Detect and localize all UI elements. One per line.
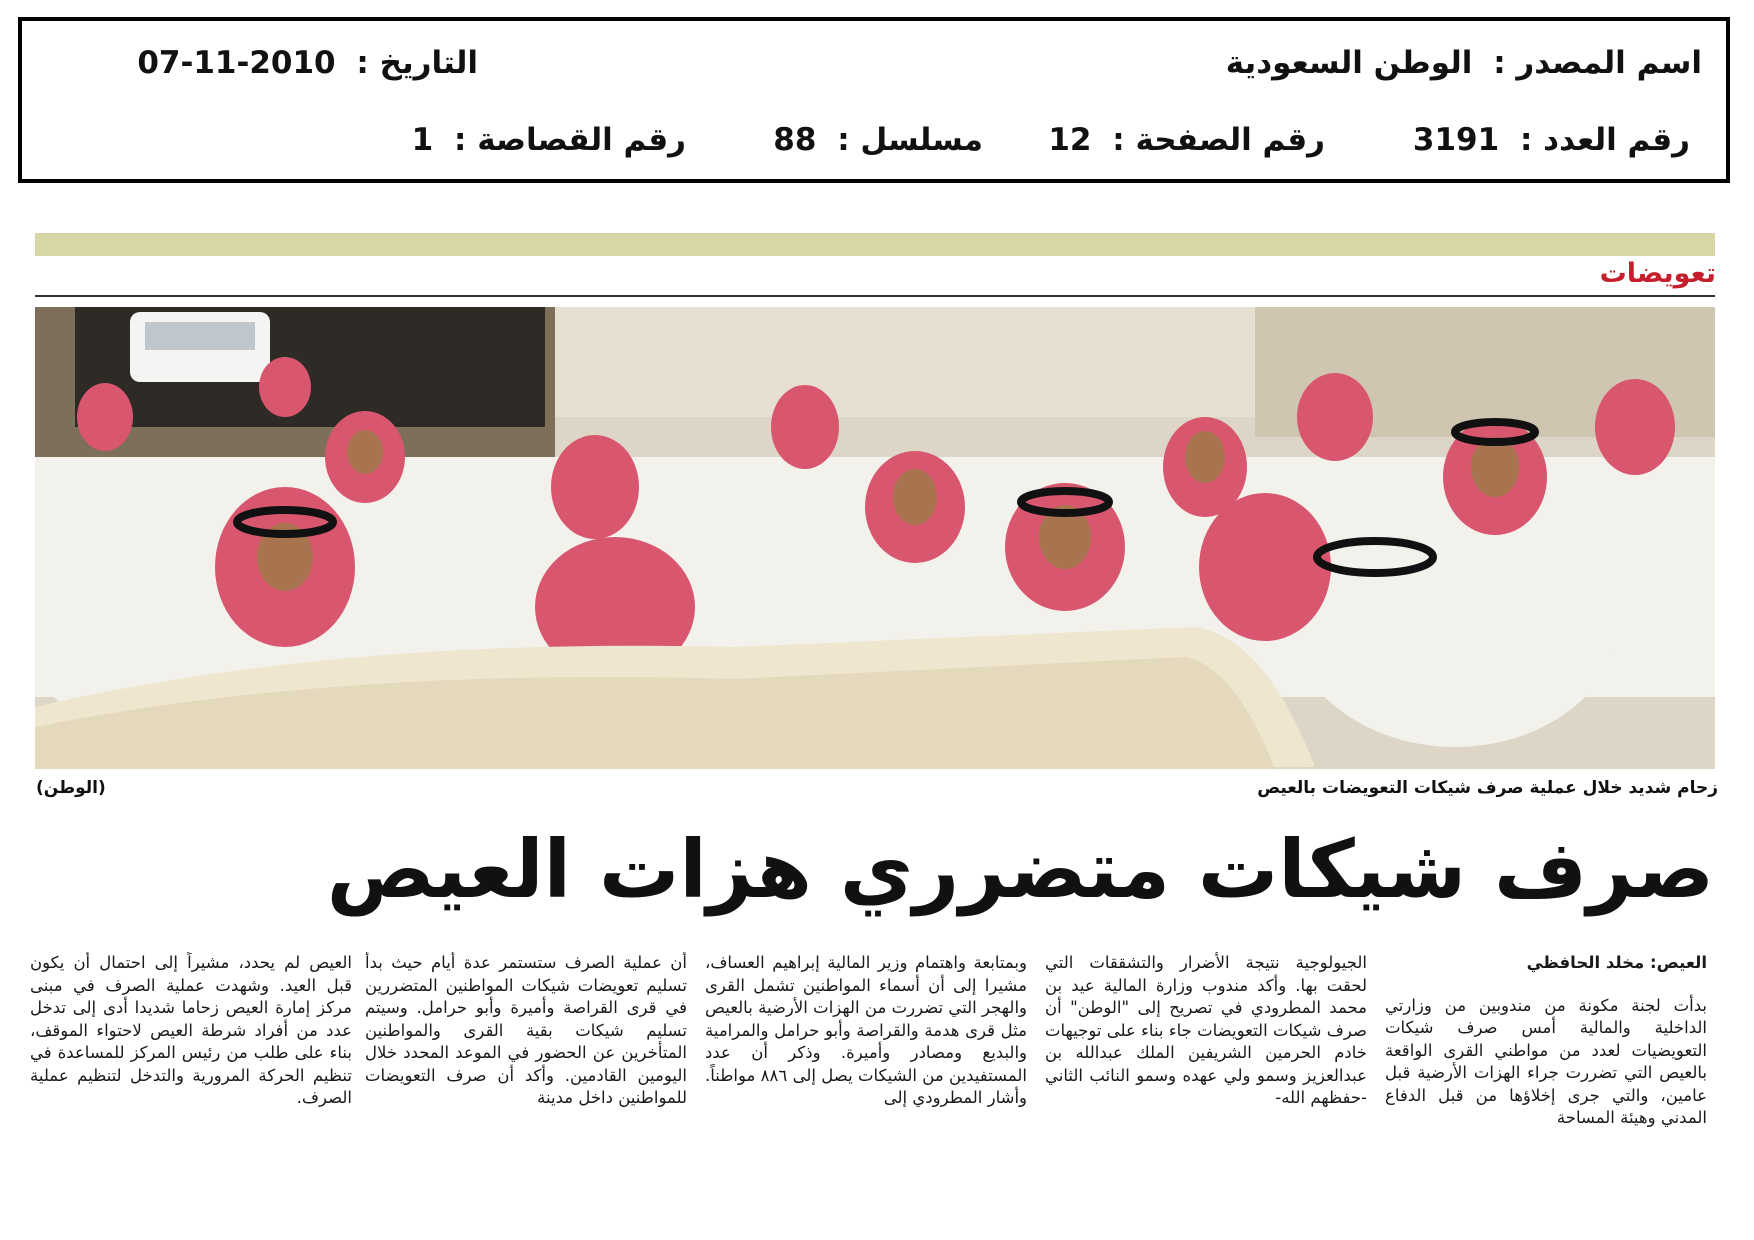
- article-column-4: [365, 952, 687, 1210]
- crowd-photo-illustration: [35, 307, 1715, 769]
- article-column-2: [1045, 952, 1367, 1210]
- page-label: رقم الصفحة :: [1112, 122, 1325, 158]
- page-field: [1048, 122, 1325, 158]
- serial-label: مسلسل :: [837, 122, 983, 158]
- date-field: [137, 45, 478, 81]
- date-label: التاريخ :: [356, 45, 478, 81]
- section-color-band: [35, 233, 1715, 256]
- serial-field: [773, 122, 983, 158]
- article-column-5: [30, 952, 352, 1210]
- date-value: 2010-11-07: [137, 45, 336, 81]
- issue-label: رقم العدد :: [1519, 122, 1690, 158]
- source-field: [1226, 45, 1702, 81]
- section-rule: [35, 295, 1715, 297]
- column-text: أن عملية الصرف ستستمر عدة أيام حيث بدأ تسليم تعويضات شيكات المواطنين المتضررين في قرى القراصة وأميرة وأبو حرامل. وسيتم تسليم شيكات بقية القرى والمواطنين المتأخرين عن الحضور في الموعد المحدد خلال اليومين القادمين. وأكد أن صرف التعويضات للمواطنين داخل مدينة: [365, 953, 687, 1107]
- column-text: وبمتابعة واهتمام وزير المالية إبراهيم العساف، مشيرا إلى أن أسماء المواطنين تشمل القرى والهجر التي تضررت من الهزات الأرضية بالعيص مثل قرى هدمة والقراصة وأبو حرامل والمرامية والبديع ومصادر وأميرة. وذكر أن عدد المستفيدين من الشيكات يصل إلى ٨٨٦ مواطناً. وأشار المطرودي إلى: [705, 953, 1027, 1107]
- byline: العيص: مخلد الحافظي: [1526, 953, 1707, 972]
- article-headline: صرف شيكات متضرري هزات العيص: [326, 823, 1714, 916]
- column-text: بدأت لجنة مكونة من مندوبين من وزارتي الداخلية والمالية أمس صرف شيكات التعويضيات لعدد من مواطني القرى الواقعة بالعيص التي تضررت جراء الهزات الأرضية قبل عامين، والتي جرى إخلاؤها من قبل الدفاع المدني وهيئة المساحة: [1385, 995, 1707, 1127]
- crowd-photo: [35, 307, 1715, 769]
- issue-value: 3191: [1412, 122, 1500, 158]
- column-text: العيص لم يحدد، مشيراً إلى احتمال أن يكون قبل العيد. وشهدت عملية الصرف في مبنى مركز إمارة العيص زحاما شديدا أدى إلى تدخل عدد من أفراد شرطة العيص لاحتواء الموقف، بناء على طلب من رئيس المركز للمساعدة في تنظيم الحركة المرورية والتدخل لتنظيم عملية الصرف.: [30, 953, 352, 1107]
- section-rubric: تعويضات: [1599, 258, 1716, 289]
- issue-field: [1413, 122, 1690, 158]
- clip-field: [412, 122, 686, 158]
- page-value: 12: [1048, 122, 1092, 158]
- source-value: الوطن السعودية: [1225, 45, 1473, 81]
- article-column-1: [1385, 952, 1707, 1210]
- source-label: اسم المصدر :: [1493, 45, 1702, 81]
- photo-caption: زحام شديد خلال عملية صرف شيكات التعويضات بالعيص: [1257, 778, 1718, 798]
- article-column-3: [705, 952, 1027, 1210]
- clip-value: 1: [411, 122, 434, 158]
- clip-label: رقم القصاصة :: [454, 122, 686, 158]
- clipping-header-box: [18, 17, 1730, 183]
- serial-value: 88: [773, 122, 817, 158]
- photo-credit: (الوطن): [36, 778, 106, 798]
- column-text: الجيولوجية نتيجة الأضرار والتشققات التي لحقت بها. وأكد مندوب وزارة المالية عيد بن محمد المطرودي في تصريح إلى "الوطن" أن صرف شيكات التعويضات جاء بناء على توجيهات خادم الحرمين الشريفين الملك عبدالله بن عبدالعزيز وسمو ولي عهده وسمو النائب الثاني -حفظهم الله-: [1045, 953, 1367, 1107]
